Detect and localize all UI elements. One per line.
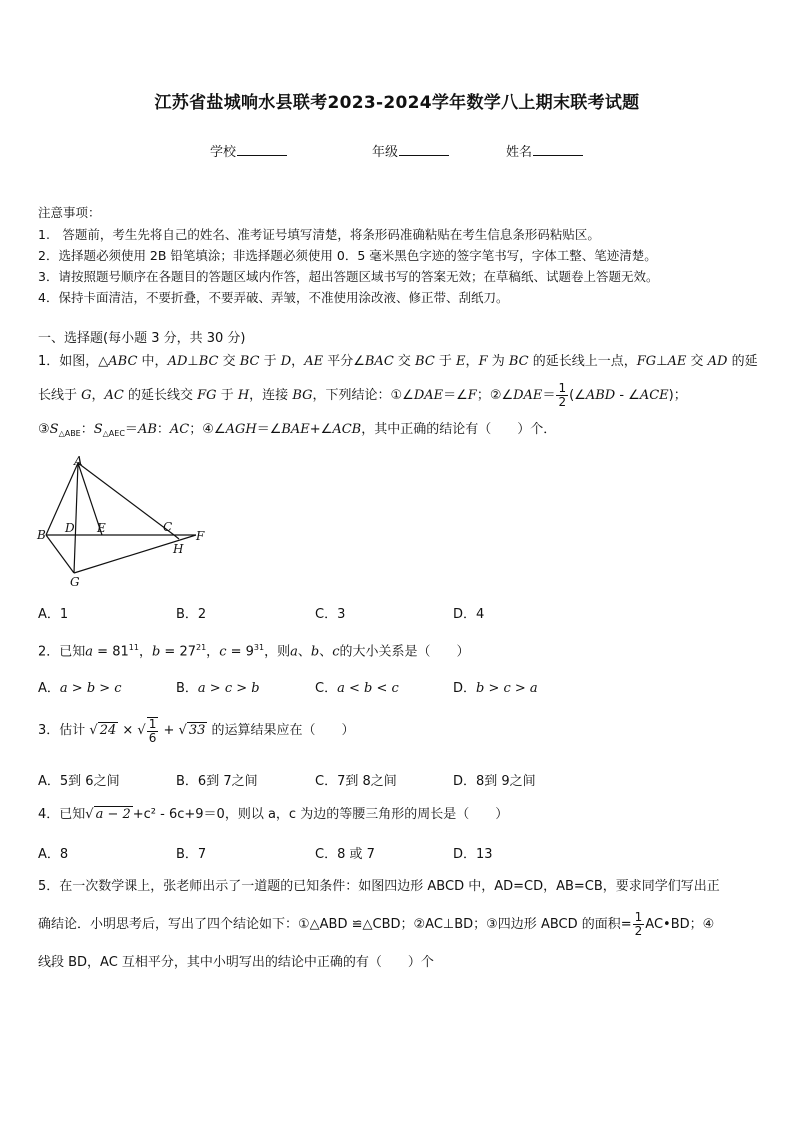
label-F: F bbox=[196, 529, 205, 543]
fraction-one-half: $\frac{1}{2}$ bbox=[634, 910, 643, 938]
option-b[interactable]: B．6到 7之间 bbox=[176, 774, 258, 789]
label-E: E bbox=[97, 521, 106, 535]
option-d[interactable]: D．b > c > a bbox=[453, 681, 538, 696]
option-b[interactable]: B．7 bbox=[176, 847, 207, 862]
label-D: D bbox=[65, 521, 75, 535]
option-b[interactable]: B．a > c > b bbox=[176, 681, 260, 696]
question-2: 2．已知$a = 81^{11}$，$b = 27^{21}$，$c = 9^{31}$，则a、b、c的大小关系是（ ） bbox=[38, 643, 470, 660]
label-G: G bbox=[70, 575, 80, 587]
question-5-line-1: 5．在一次数学课上，张老师出示了一道题的已知条件：如图四边形 ABCD 中，AD=CD，AB=CB，要求同学们写出正 bbox=[38, 879, 720, 894]
grade-label: 年级 bbox=[372, 145, 399, 160]
question-5-line-3: 线段 BD，AC 互相平分，其中小明写出的结论中正确的有（ ）个 bbox=[38, 955, 434, 970]
name-field[interactable] bbox=[506, 141, 583, 160]
notice-item: 2．选择题必须使用 2B 铅笔填涂；非选择题必须使用 0．5 毫米黑色字迹的签字笔书写，字体工整、笔迹清楚。 bbox=[38, 248, 657, 263]
option-c[interactable]: C．7到 8之间 bbox=[315, 774, 397, 789]
notice-block bbox=[38, 203, 758, 308]
question-4: 4．已知√ a − 2 +c² - 6c+9＝0，则以 a，c 为边的等腰三角形的周长是（ ） bbox=[38, 807, 509, 822]
name-label: 姓名 bbox=[506, 145, 533, 160]
option-a[interactable]: A．8 bbox=[38, 847, 69, 862]
option-a[interactable]: A．a > b > c bbox=[38, 681, 122, 696]
question-5-line-2: 确结论．小明思考后，写出了四个结论如下：①△ABD ≌△CBD；②AC⊥BD；③四边形 ABCD 的面积= $\frac{1}{2}$ AC•BD；④ bbox=[38, 910, 715, 938]
option-b[interactable]: B．2 bbox=[176, 607, 207, 622]
option-c[interactable]: C．8 或 7 bbox=[315, 847, 375, 862]
question-1-line-2: 长线于 G，AC 的延长线交 FG 于 H，连接 BG，下列结论：①∠DAE＝∠F；②∠DAE＝ $\frac{1}{2}$ (∠ABD - ∠ACE)； bbox=[38, 381, 687, 409]
option-d[interactable]: D．4 bbox=[453, 607, 485, 622]
triangle-figure bbox=[36, 455, 216, 587]
label-B: B bbox=[37, 528, 46, 542]
notice-item: 3．请按照题号顺序在各题目的答题区域内作答，超出答题区域书写的答案无效；在草稿纸、试题卷上答题无效。 bbox=[38, 269, 659, 284]
notice-item: 4．保持卡面清洁，不要折叠，不要弄破、弄皱，不准使用涂改液、修正带、刮纸刀。 bbox=[38, 290, 509, 305]
option-d[interactable]: D．13 bbox=[453, 847, 493, 862]
label-H: H bbox=[173, 542, 184, 556]
question-5 bbox=[38, 867, 760, 981]
notice-heading: 注意事项： bbox=[38, 205, 101, 220]
option-d[interactable]: D．8到 9之间 bbox=[453, 774, 536, 789]
option-c[interactable]: C．a < b < c bbox=[315, 681, 399, 696]
question-3: 3．估计 √ 24 × √ $\frac{1}{6}$ + √ 33 的运算结果应在（ ） bbox=[38, 716, 355, 745]
question-1 bbox=[38, 345, 760, 447]
grade-blank[interactable] bbox=[399, 143, 449, 156]
question-1-line-1: 1．如图，△ABC 中，AD⊥BC 交 BC 于 D，AE 平分∠BAC 交 BC 于 E，F 为 BC 的延长线上一点，FG⊥AE 交 AD 的延 bbox=[38, 354, 758, 369]
school-label: 学校 bbox=[210, 145, 237, 160]
grade-field[interactable] bbox=[372, 141, 449, 160]
question-1-line-3: $③S_{\triangle ABE}$：$S_{\triangle AEC}=AB$：AC；④∠AGH＝∠BAE+∠ACB，其中正确的结论有（ ）个． bbox=[38, 422, 557, 438]
section-title: 一、选择题(每小题 3 分，共 30 分) bbox=[38, 331, 246, 346]
option-a[interactable]: A．1 bbox=[38, 607, 69, 622]
fraction-one-half: $\frac{1}{2}$ bbox=[558, 381, 567, 409]
option-a[interactable]: A．5到 6之间 bbox=[38, 774, 120, 789]
fraction-one-sixth: $\frac{1}{6}$ bbox=[148, 716, 157, 745]
school-blank[interactable] bbox=[237, 143, 287, 156]
notice-item: 1. 答题前，考生先将自己的姓名、准考证号填写清楚，将条形码准确粘贴在考生信息条形码粘贴区。 bbox=[38, 227, 600, 242]
option-c[interactable]: C．3 bbox=[315, 607, 346, 622]
page-title: 江苏省盐城响水县联考2023-2024学年数学八上期末联考试题 bbox=[154, 93, 640, 113]
label-A: A bbox=[74, 455, 83, 468]
name-blank[interactable] bbox=[533, 143, 583, 156]
school-field[interactable] bbox=[210, 141, 287, 160]
label-C: C bbox=[163, 520, 173, 534]
